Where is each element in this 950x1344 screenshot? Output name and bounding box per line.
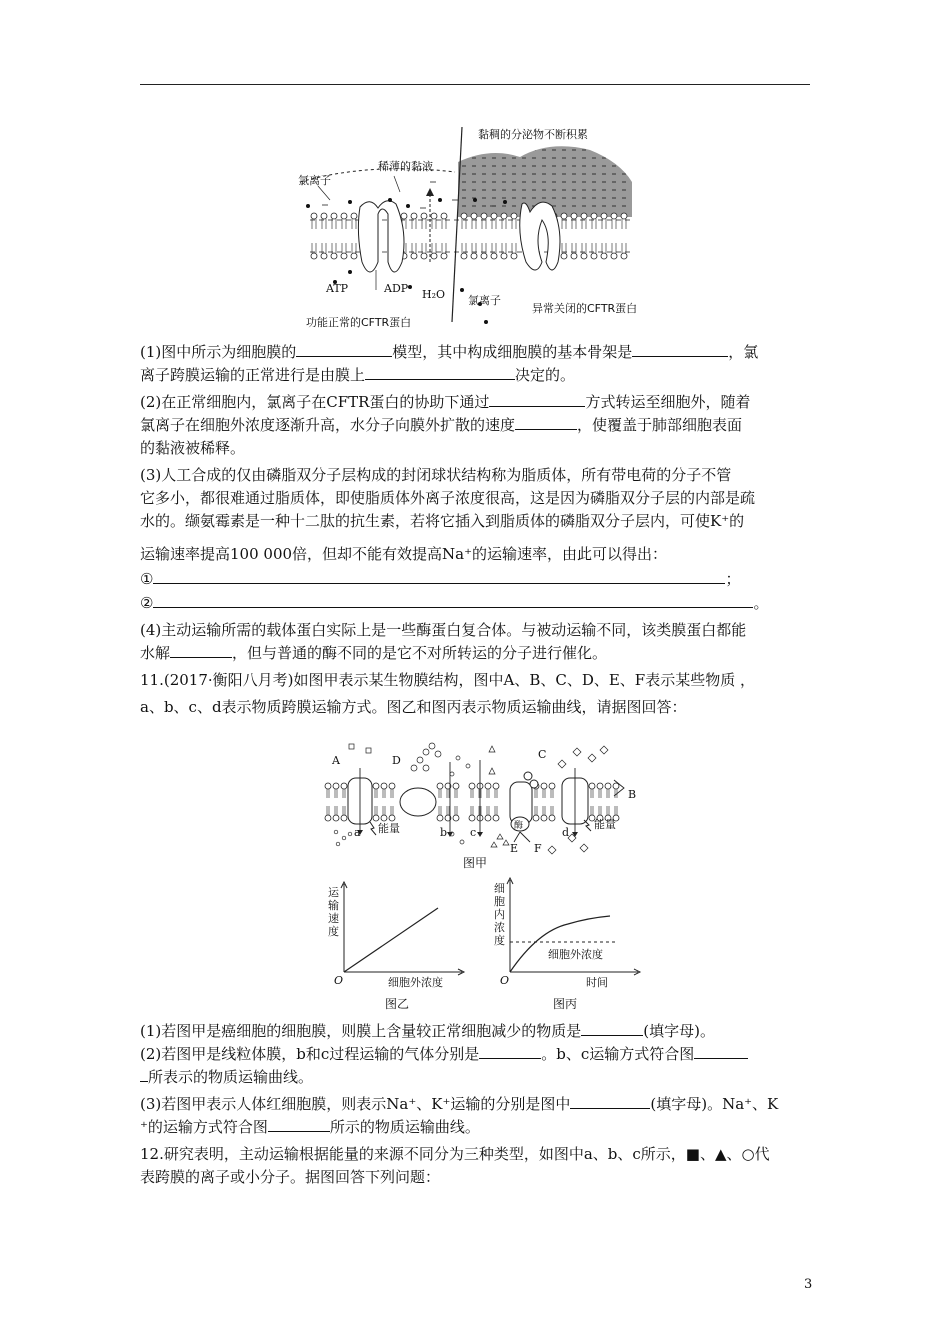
blank[interactable] [581,1020,643,1036]
blank[interactable] [365,364,515,380]
blank[interactable] [489,391,585,407]
origin-yi: O [334,974,344,987]
label-b: b [440,826,448,839]
q1-line7: 它多小，都很难通过脂质体，即使脂质体外离子浓度很高，这是因为磷脂双分子层的内部是疏 [140,489,756,507]
label-energy-left: 能量 [378,822,400,835]
q1-line8: 水的。缬氨霉素是一种十二肽的抗生素，若将它插入到脂质体的磷脂双分子层内，可使K⁺的 [140,512,745,530]
label-abnormal-cftr: 异常关闭的CFTR蛋白 [532,302,638,315]
label-thin-mucus: 稀薄的黏液 [378,160,433,173]
ylabel-bing-2: 内 [494,908,505,921]
caption-jia: 图甲 [463,856,488,870]
q11-s3: 所表示的物质运输曲线。 [140,1066,812,1089]
ylabel-bing-3: 浓 [494,921,505,934]
fig-yi [322,880,472,990]
blank[interactable] [153,568,725,584]
fig-jia [322,738,652,868]
dashed-label-bing: 细胞外浓度 [548,948,603,961]
q11-s5: ⁺的运输方式符合图 所示的物质运输曲线。 [140,1118,480,1136]
q12-line1: 12.研究表明，主动运输根据能量的来源不同分为三种类型，如图中a、b、c所示，■、▲、○代 [140,1145,770,1163]
q1-line11: ② 。 [140,594,769,612]
q1-line1: (1)图中所示为细胞膜的 模型，其中构成细胞膜的基本骨架是 ，氯 [140,343,759,361]
q1-line4: 氯离子在细胞外浓度逐渐升高，水分子向膜外扩散的速度 ，使覆盖于肺部细胞表面 [140,416,743,434]
page-number: 3 [804,1277,813,1292]
ylabel-yi-3: 度 [328,925,339,938]
label-normal-cftr: 功能正常的CFTR蛋白 [306,316,412,329]
label-energy-right: 能量 [594,818,616,831]
ylabel-bing-1: 胞 [494,895,505,908]
label-chloride-left: 氯离子 [298,174,331,187]
q11-s2: (2)若图甲是线粒体膜，b和c过程运输的气体分别是 。b、c运输方式符合图 [140,1043,812,1066]
blank[interactable] [140,1066,148,1082]
label-C: C [538,748,547,761]
header-rule [140,84,810,85]
fig-bing [488,876,648,992]
q12-line2: 表跨膜的离子或小分子。据图回答下列问题： [140,1168,441,1186]
label-chloride-bottom: 氯离子 [468,294,501,307]
caption-yi: 图乙 [385,997,410,1011]
q11-line1: 11.(2017·衡阳八月考)如图甲表示某生物膜结构，图中A、B、C、D、E、F表示某些物质 ， [140,671,755,689]
ylabel-bing-0: 细 [494,882,505,895]
label-h2o: H₂O [422,288,446,301]
blank[interactable] [153,592,753,608]
protein-d [400,788,436,816]
curve-yi [344,908,438,972]
label-D: D [392,754,401,767]
label-d: d [562,826,570,839]
q1-line10: ① ； [140,570,741,588]
q1-line13: 水解 ，但与普通的酶不同的是它不对所转运的分子进行催化。 [140,644,608,662]
label-enzyme: 酶 [514,821,524,831]
blank[interactable] [570,1093,650,1109]
label-adp: ADP [384,282,409,295]
blank[interactable] [479,1043,541,1059]
label-a: a [354,826,361,839]
cftr-diagram [290,122,640,332]
ylabel-yi-2: 速 [328,912,339,925]
q1-line12: (4)主动运输所需的载体蛋白实际上是一些酶蛋白复合体。与被动运输不同，该类膜蛋白都能 [140,621,747,639]
q11-s1: (1)若图甲是癌细胞的细胞膜，则膜上含量较正常细胞减少的物质是 (填字母)。 [140,1022,715,1040]
abnormal-cftr-protein [520,202,560,270]
q11-line2: a、b、c、d表示物质跨膜运输方式。图乙和图丙表示物质运输曲线，请据图回答： [140,698,687,716]
ylabel-bing-4: 度 [494,934,505,947]
q1-line3: (2)在正常细胞内，氯离子在CFTR蛋白的协助下通过 方式转运至细胞外，随着 [140,393,751,411]
q1-line9: 运输速率提高100 000倍，但却不能有效提高Na⁺的运输速率，由此可以得出： [140,545,668,563]
blank[interactable] [296,341,392,357]
caption-bing: 图丙 [553,997,578,1011]
xlabel-bing: 时间 [586,976,608,989]
q11-s4: (3)若图甲表示人体红细胞膜，则表示Na⁺、K⁺运输的分别是图中 (填字母)。Na⁺、K [140,1095,779,1113]
xlabel-yi: 细胞外浓度 [388,976,443,989]
label-B: B [628,788,637,801]
label-top-right: 黏稠的分泌物不断积累 [478,128,588,141]
blank[interactable] [632,341,728,357]
label-E: E [510,842,519,855]
q1-line2: 离子跨膜运输的正常进行是由膜上 决定的。 [140,366,576,384]
ylabel-yi-1: 输 [328,899,339,912]
q1-line5: 的黏液被稀释。 [140,439,246,457]
label-F: F [534,842,542,855]
blank[interactable] [694,1043,748,1059]
label-A: A [332,754,340,767]
label-atp: ATP [326,282,349,295]
q1-line6: (3)人工合成的仅由磷脂双分子层构成的封闭球状结构称为脂质体，所有带电荷的分子不管 [140,466,732,484]
curve-bing [510,916,610,972]
normal-cftr-protein [358,201,404,272]
origin-bing: O [500,974,510,987]
ylabel-yi-0: 运 [328,886,339,899]
blank[interactable] [268,1116,330,1132]
blank[interactable] [170,642,232,658]
blank[interactable] [515,414,577,430]
label-c: c [470,826,477,839]
